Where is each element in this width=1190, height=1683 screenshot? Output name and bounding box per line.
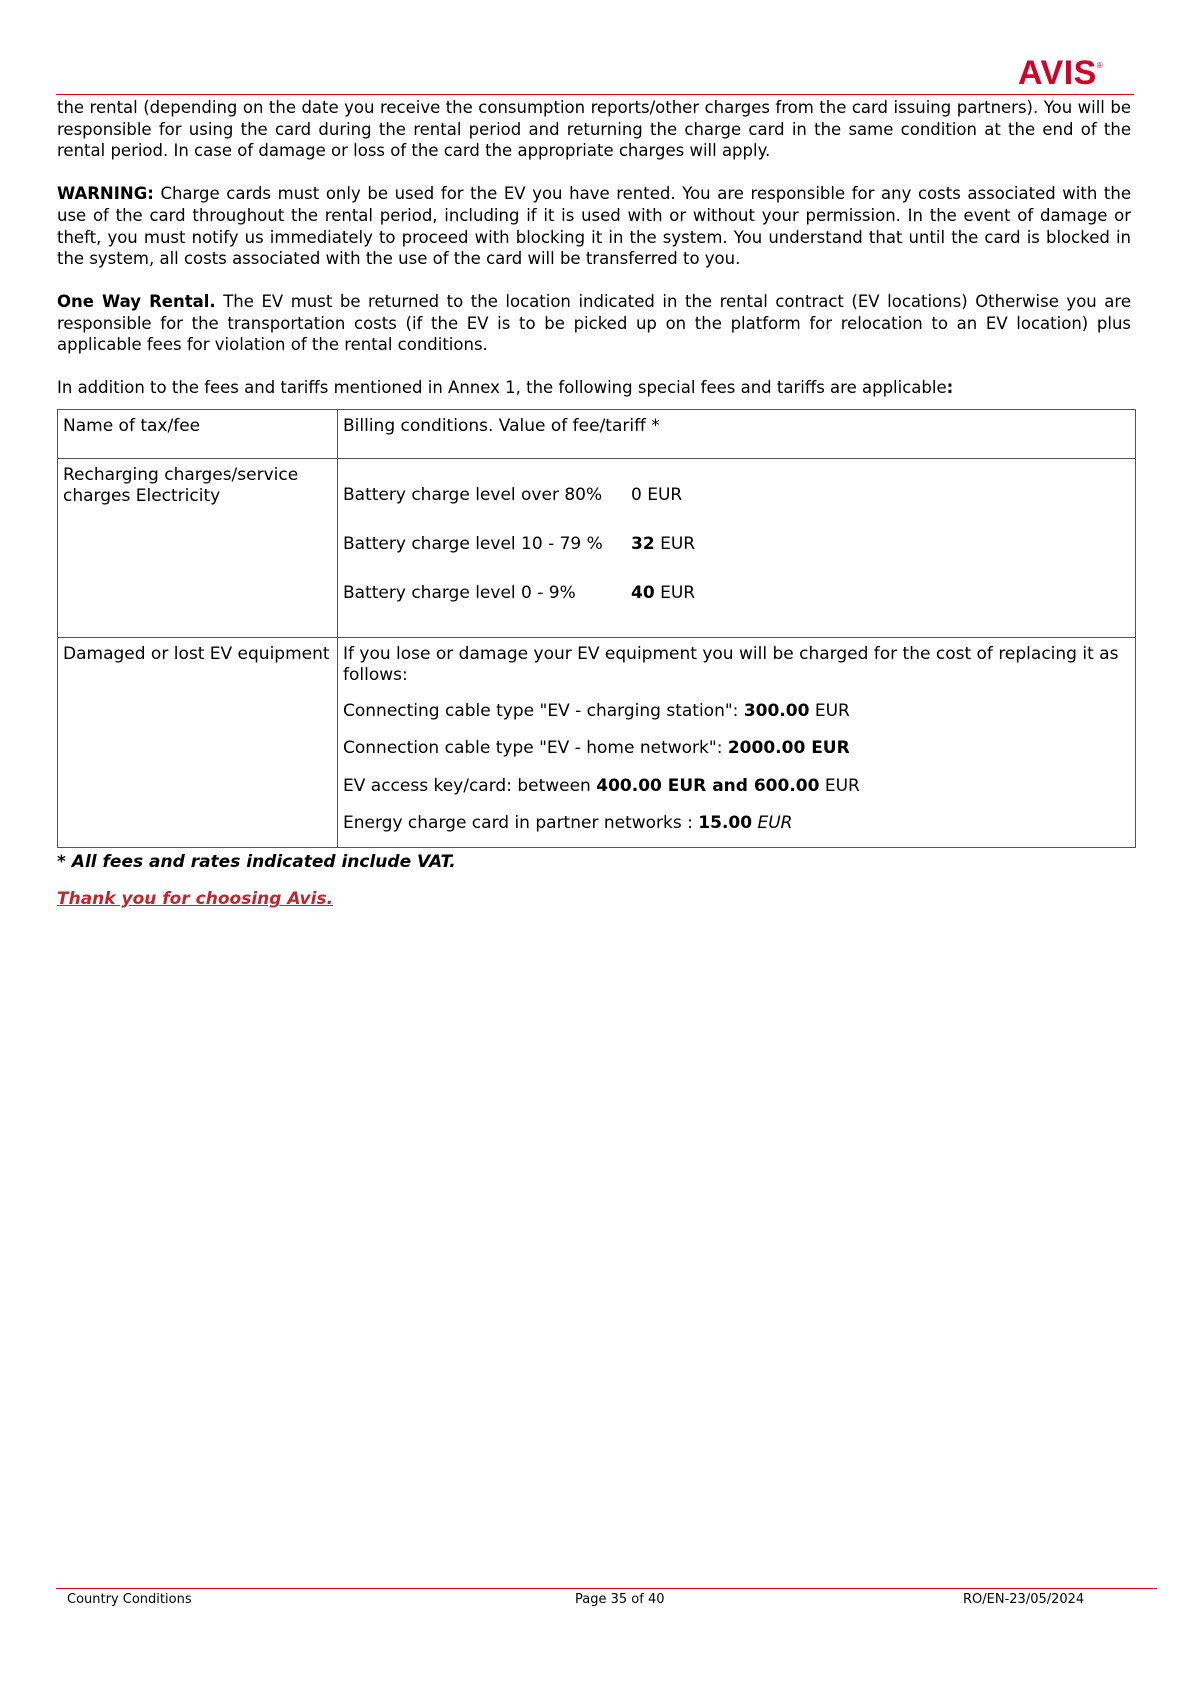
battery-level-unit: 0 EUR [631,484,683,505]
damage-fee-values [338,637,1136,847]
damage-intro: If you lose or damage your EV equipment you will be charged for the cost of replacing it as follows: [343,643,1119,686]
recharge-fee-values [338,458,1136,637]
battery-level-amount: 40 [631,582,655,603]
battery-level-line [343,534,1130,583]
intro-text: In addition to the fees and tariffs mentioned in Annex 1, the following special fees and tariffs are applicable [57,378,947,398]
header-cell-billing: Billing conditions. Value of fee/tariff * [338,409,1136,458]
registered-mark: ® [1096,60,1104,70]
warning-text: Charge cards must only be used for the EV you have rented. You are responsible for any costs associated with the use of the card throughout the rental period, including if it is used with or without your permission. In the event of damage or theft, you must notify us immediately to proceed with blocking it in the system. You understand that until the card is blocked in the system, all costs associated with the use of the card will be transferred to you. [57,184,1131,269]
access-key-label: EV access key/card: between [343,775,597,796]
cable-home-line [343,738,1130,760]
energy-card-line [343,813,1130,835]
header-cell-name: Name of tax/fee [58,409,338,458]
cable-home-label: Connection cable type "EV - home network": [343,738,728,759]
battery-level-unit: EUR [654,582,696,603]
cable-home-amount: 2000.00 EUR [727,738,850,759]
vat-note: * All fees and rates indicated include VAT. [57,851,456,872]
table-row [58,637,1136,847]
battery-level-line [343,485,1130,534]
cable-station-amount: 300.00 [743,700,810,721]
avis-logo [1018,56,1103,90]
access-key-unit: EUR [819,775,860,796]
energy-card-label: Energy charge card in partner networks : [343,813,699,834]
cable-station-unit: EUR [809,700,850,721]
footer-page-number: Page 35 of 40 [575,1592,665,1607]
battery-level-label: Battery charge level over 80% [343,484,603,505]
paragraph-one-way-rental [57,291,1131,356]
table-header-row [58,409,1136,458]
paragraph-intro [57,377,1131,399]
thank-you-text: Thank you for choosing Avis. [57,889,334,910]
paragraph-card-usage [57,97,1131,162]
access-key-line [343,776,1130,798]
footer-document-title: Country Conditions [67,1592,192,1607]
battery-level-label: Battery charge level 0 - 9% [343,582,576,603]
cable-station-line [343,701,1130,723]
energy-card-unit: EUR [752,813,793,834]
battery-level-unit: EUR [654,533,696,554]
battery-level-label: Battery charge level 10 - 79 % [343,533,603,554]
access-key-amount: 400.00 EUR and 600.00 [596,775,820,796]
cable-station-label: Connecting cable type "EV - charging station": [343,700,744,721]
fees-table [57,409,1136,848]
logo-text: AVIS [1018,54,1097,92]
table-row [58,458,1136,637]
header-divider [56,94,1134,95]
one-way-label: One Way Rental. [57,291,216,311]
document-body [57,97,1131,911]
footer-divider [56,1588,1157,1589]
footer-document-code: RO/EN-23/05/2024 [963,1592,1085,1607]
warning-label: WARNING: [57,184,154,204]
paragraph-card-usage-text: the rental (depending on the date you receive the consumption reports/other charges from the card issuing partners). You will be responsible for using the card during the rental period and returning the charge card in the same condition at the end of the rental period. In case of damage or loss of the card the appropriate charges will apply. [57,98,1131,161]
intro-colon: : [946,378,954,398]
damage-fee-name: Damaged or lost EV equipment [58,637,338,847]
one-way-text: The EV must be returned to the location indicated in the rental contract (EV locations) Otherwise you are responsible for the transportation costs (if the EV is to be picked up on the platform for relocation to an EV location) plus applicable fees for violation of the rental conditions. [57,291,1131,355]
paragraph-warning [57,183,1131,270]
recharge-fee-name: Recharging charges/service charges Electricity [58,458,338,637]
battery-level-amount: 32 [631,533,655,554]
battery-level-line [343,583,1130,605]
energy-card-amount: 15.00 [698,813,753,834]
